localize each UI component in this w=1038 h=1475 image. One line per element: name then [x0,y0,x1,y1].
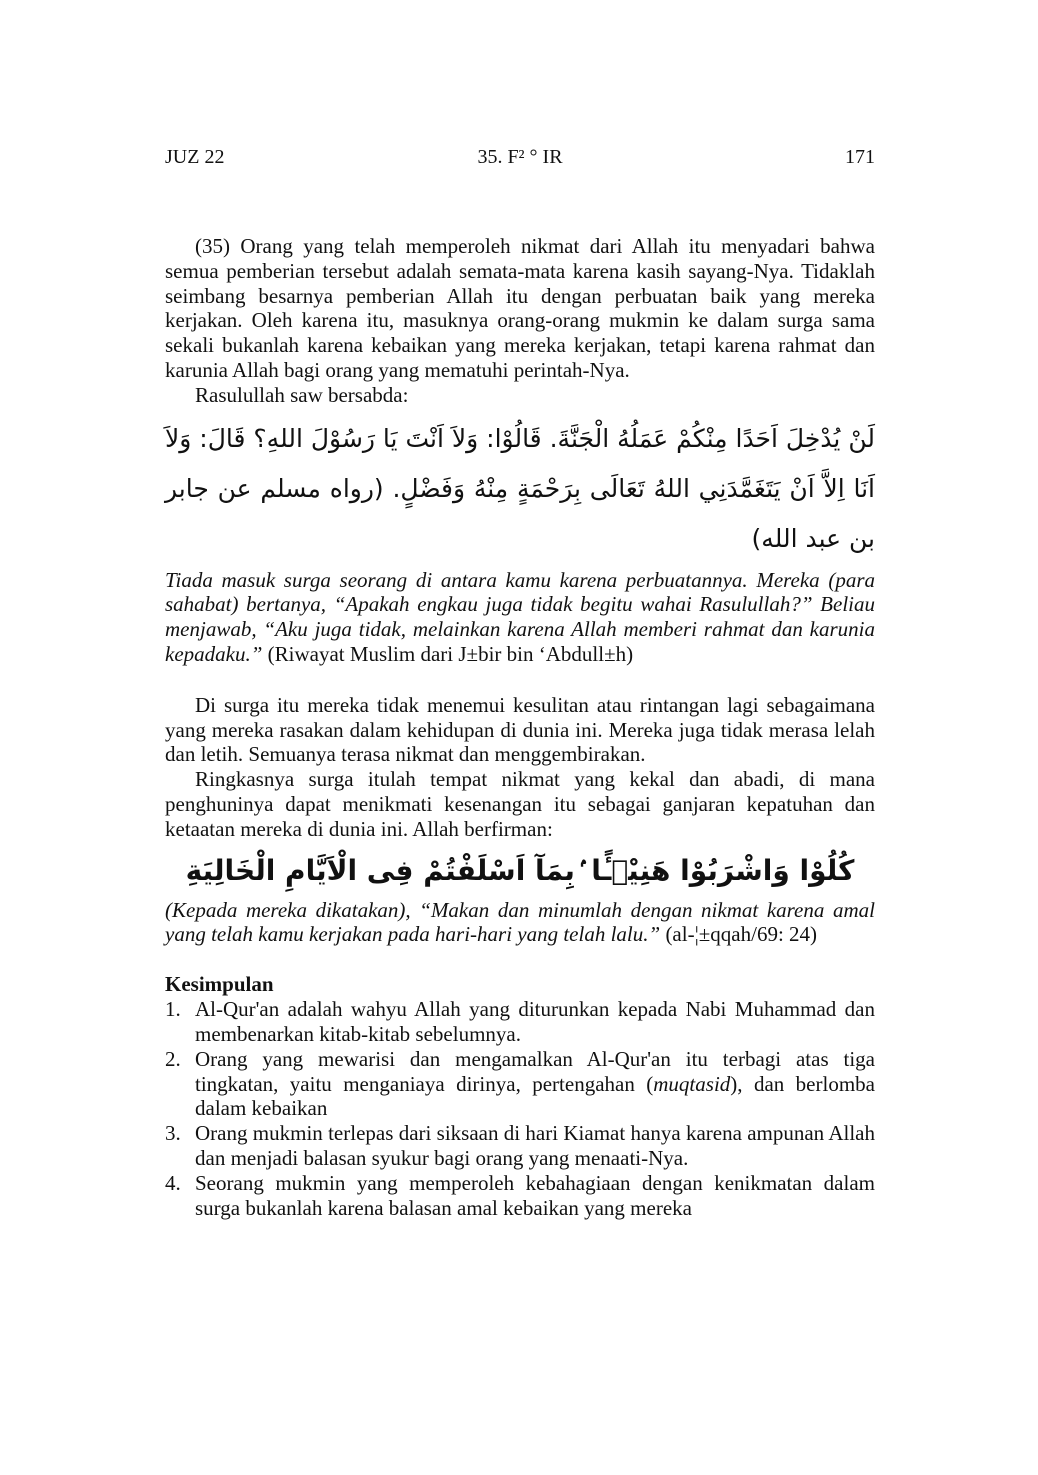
hadith-translation-italic: Tiada masuk surga seorang di antara kamu karena perbuatannya. Mereka (para sahabat) bertanya, “Apakah engkau juga tidak begitu wahai Rasulullah?” Beliau menjawab, “Aku juga tidak, melainkan karena Allah memberi rahmat dan karunia kepadaku.” [165,567,875,666]
item-text: Seorang mukmin yang memperoleh kebahagiaan dengan kenikmatan dalam surga bukanlah karena balasan amal kebaikan yang mereka [195,1170,875,1220]
conclusion-heading: Kesimpulan [165,972,274,997]
page-body [165,234,875,1220]
item-text: Orang mukmin terlepas dari siksaan di hari Kiamat hanya karena ampunan Allah dan menjadi balasan syukur bagi orang yang menaati-Nya. [195,1121,875,1170]
item-number: 1. [165,997,181,1022]
item-number: 3. [165,1121,181,1146]
item-text: Orang yang mewarisi dan mengamalkan Al-Qur'an itu terbagi atas tiga tingkatan, yaitu menganiaya dirinya, pertengahan ( [195,1046,875,1096]
quran-translation [165,898,875,948]
item-number: 4. [165,1170,181,1195]
page-header [165,146,875,174]
item-number: 2. [165,1046,181,1071]
item-text: Al-Qur'an adalah wahyu Allah yang diturunkan kepada Nabi Muhammad dan membenarkan kitab-kitab sebelumnya. [195,997,875,1046]
paragraph-surga: Di surga itu mereka tidak menemui kesulitan atau rintangan lagi sebagaimana yang mereka rasakan dalam kehidupan di dunia ini. Mereka juga tidak merasa lelah dan letih. Semuanya terasa nikmat dan menggembirakan. [165,692,875,767]
hadith-source: (Riwayat Muslim dari J±bir bin ‘Abdull±h) [262,641,634,666]
hadith-translation [165,568,875,667]
item-text: ), dan berlomba dalam kebaikan [195,1071,875,1121]
item-text-italic: muqtasid [653,1071,731,1096]
spacer [165,947,875,971]
conclusion-list [165,997,875,1220]
page-number: 171 [845,146,875,168]
quran-translation-italic: (Kepada mereka dikatakan), “Makan dan minumlah dengan nikmat karena amal yang telah kamu kerjakan pada hari-hari yang telah lalu.” [165,897,875,947]
quran-verse-arabic: كُلُوْا وَاشْرَبُوْا هَنِيْۤـًٔا ۢبِمَآ اَسْلَفْتُمْ فِى الْاَيَّامِ الْخَالِيَةِ [185,853,855,887]
conclusion-item [165,1171,875,1221]
paragraph-ringkasnya: Ringkasnya surga itulah tempat nikmat yang kekal dan abadi, di mana penghuninya dapat menikmati kesenangan itu sebagai ganjaran kepatuhan dan ketaatan mereka di dunia ini. Allah berfirman: [165,767,875,841]
conclusion-item [165,1047,875,1121]
surah-label: 35. F² ° IR [477,146,563,168]
paragraph-verse-35: (35) Orang yang telah memperoleh nikmat dari Allah itu menyadari bahwa semua pemberian tersebut adalah semata-mata karena kasih sayang-Nya. Tidaklah seimbang besarnya pemberian Allah itu dengan perbuatan baik yang mereka kerjakan. Oleh karena itu, masuknya orang-orang mukmin ke dalam surga sama sekali bukanlah karena kebaikan yang mereka kerjakan, tetapi karena rahmat dan karunia Allah bagi orang yang mematuhi perintah-Nya. [165,234,875,382]
juz-label: JUZ 22 [165,146,225,168]
spacer [165,667,875,693]
conclusion-item [165,1121,875,1171]
conclusion-item [165,997,875,1047]
hadith-intro: Rasulullah saw bersabda: [195,382,409,407]
quran-source: (al-¦±qqah/69: 24) [660,922,818,947]
hadith-arabic-text: لَنْ يُدْخِلَ اَحَدًا مِنْكُمْ عَمَلُهُ الْجَنَّةَ. قَالُوْا: وَلاَ اَنْتَ يَا رَسُوْلَ اللهِ؟ قَالَ: وَلاَ اَنَا اِلاَّ اَنْ يَتَغَمَّدَنِي اللهُ تَعَالَى بِرَحْمَةٍ مِنْهُ وَفَضْلٍ. (رواه مسلم عن جابر بن عبد الله) [165,423,875,553]
